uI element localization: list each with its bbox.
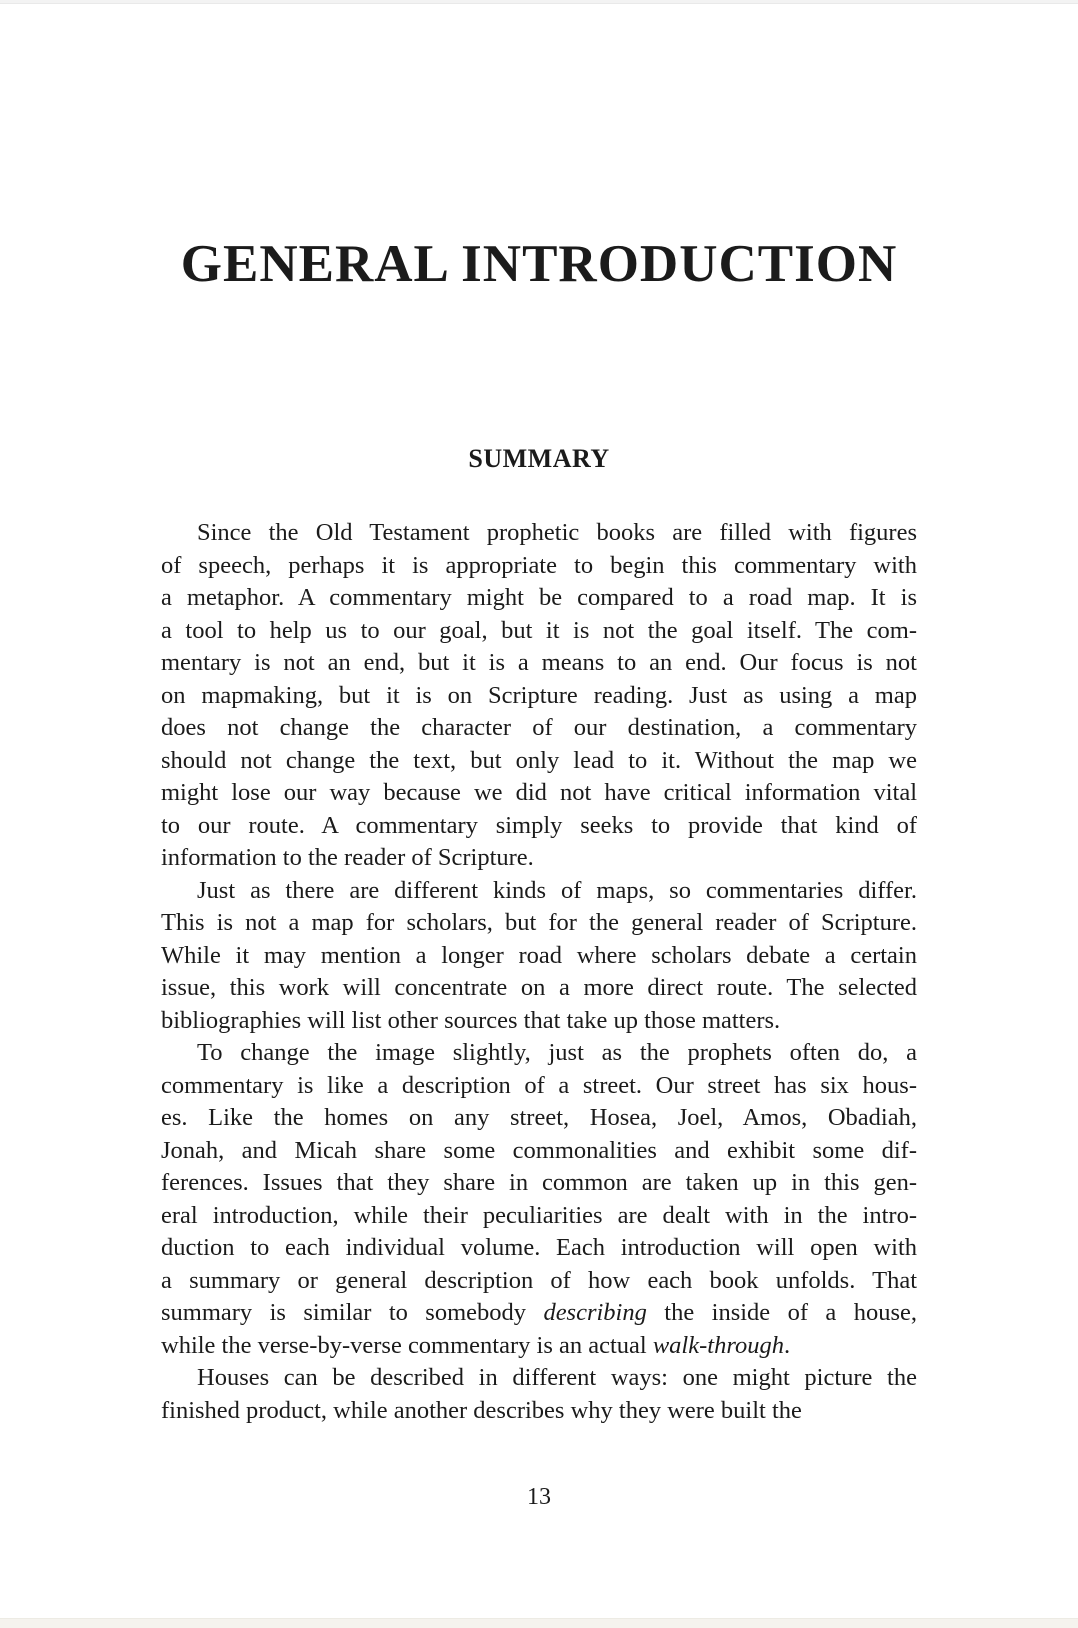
body-line: of speech, perhaps it is appropriate to begin this commentary with bbox=[161, 551, 917, 579]
section-heading-summary: SUMMARY bbox=[468, 444, 610, 473]
body-line: To change the image slightly, just as the prophets often do, a bbox=[197, 1039, 917, 1066]
body-line: issue, this work will concentrate on a more direct route. The selected bbox=[161, 974, 917, 1001]
body-line: on mapmaking, but it is on Scripture reading. Just as using a map bbox=[161, 681, 917, 709]
paragraph bbox=[161, 1362, 917, 1427]
body-line: a summary or general description of how each book unfolds. That bbox=[161, 1266, 917, 1294]
body-line: duction to each individual volume. Each introduction will open with bbox=[161, 1234, 917, 1261]
page-number: 13 bbox=[527, 1484, 551, 1510]
paragraph bbox=[161, 517, 917, 875]
chapter-title: GENERAL INTRODUCTION bbox=[180, 235, 898, 293]
body-line: eral introduction, while their peculiarities are dealt with in the intro- bbox=[161, 1201, 917, 1229]
paragraph bbox=[161, 875, 917, 1038]
body-line: does not change the character of our destination, a commentary bbox=[161, 714, 917, 741]
body-line: summary is similar to somebody describing the inside of a house, bbox=[161, 1299, 917, 1326]
body-line: should not change the text, but only lead to it. Without the map we bbox=[161, 746, 917, 774]
body-line: Jonah, and Micah share some commonalities and exhibit some dif- bbox=[161, 1136, 917, 1164]
body-line: Since the Old Testament prophetic books are filled with figures bbox=[197, 519, 917, 546]
body-line: Houses can be described in different ways: one might picture the bbox=[197, 1364, 917, 1391]
body-line: This is not a map for scholars, but for the general reader of Scripture. bbox=[161, 909, 917, 936]
bottom-edge-strip bbox=[0, 1618, 1078, 1628]
body-line: commentary is like a description of a street. Our street has six hous- bbox=[161, 1071, 917, 1099]
body-text bbox=[161, 517, 917, 1427]
body-line: information to the reader of Scripture. bbox=[161, 844, 534, 871]
body-line: mentary is not an end, but it is a means to an end. Our focus is not bbox=[161, 649, 917, 676]
top-edge-strip bbox=[0, 0, 1078, 4]
body-line: might lose our way because we did not have critical information vital bbox=[161, 779, 917, 806]
body-line: While it may mention a longer road where scholars debate a certain bbox=[161, 941, 917, 969]
body-line: ferences. Issues that they share in common are taken up in this gen- bbox=[161, 1169, 917, 1196]
body-line: bibliographies will list other sources that take up those matters. bbox=[161, 1006, 781, 1034]
body-line: to our route. A commentary simply seeks to provide that kind of bbox=[161, 811, 917, 839]
body-line: finished product, while another describes why they were built the bbox=[161, 1396, 802, 1424]
body-line: a tool to help us to our goal, but it is not the goal itself. The com- bbox=[161, 616, 917, 644]
body-line: a metaphor. A commentary might be compared to a road map. It is bbox=[161, 584, 917, 611]
body-line: es. Like the homes on any street, Hosea, Joel, Amos, Obadiah, bbox=[161, 1104, 917, 1131]
paragraph bbox=[161, 1037, 917, 1362]
body-line: while the verse-by-verse commentary is an actual walk-through. bbox=[161, 1331, 791, 1359]
body-line: Just as there are different kinds of maps, so commentaries differ. bbox=[197, 876, 917, 904]
